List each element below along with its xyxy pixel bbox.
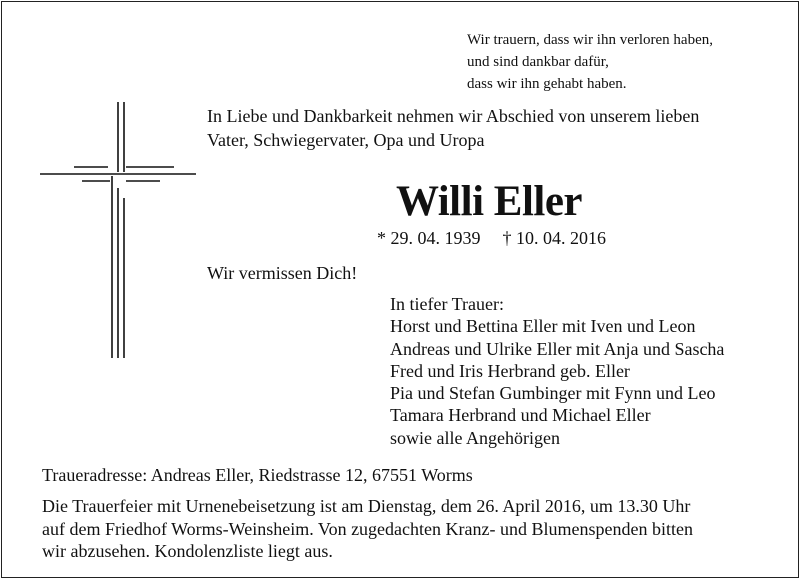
mourner-line: Andreas und Ulrike Eller mit Anja und Sascha xyxy=(390,338,725,359)
death-date: † 10. 04. 2016 xyxy=(502,228,606,248)
miss-text: Wir vermissen Dich! xyxy=(207,263,358,283)
cross-icon xyxy=(38,102,198,367)
ceremony-line: wir abzusehen. Kondolenzliste liegt aus. xyxy=(42,541,333,561)
mourner-line: Horst und Bettina Eller mit Iven und Leon xyxy=(390,316,696,337)
intro-line: Vater, Schwiegervater, Opa und Uropa xyxy=(207,130,485,150)
ceremony-info xyxy=(42,495,693,563)
notice-frame xyxy=(1,1,799,578)
mourner-line: sowie alle Angehörigen xyxy=(390,427,560,448)
ceremony-line: auf dem Friedhof Worms-Weinsheim. Von zugedachten Kranz- und Blumenspenden bitten xyxy=(42,518,693,539)
mourner-line: Fred und Iris Herbrand geb. Eller xyxy=(390,360,630,381)
intro-text xyxy=(207,104,699,152)
quote-line: dass wir ihn gehabt haben. xyxy=(467,76,627,92)
deceased-name: Willi Eller xyxy=(396,178,583,225)
birth-date: * 29. 04. 1939 xyxy=(377,228,481,248)
mourners-list xyxy=(390,293,724,449)
quote-line: Wir trauern, dass wir ihn verloren haben, xyxy=(467,32,713,48)
memorial-quote xyxy=(467,29,713,95)
quote-line: und sind dankbar dafür, xyxy=(467,54,609,70)
intro-line: In Liebe und Dankbarkeit nehmen wir Abschied von unserem lieben xyxy=(207,106,700,126)
ceremony-line: Die Trauerfeier mit Urnenebeisetzung ist am Dienstag, dem 26. April 2016, um 13.30 Uhr xyxy=(42,496,691,516)
life-dates xyxy=(377,226,606,250)
mourning-address: Traueradresse: Andreas Eller, Riedstrasse 12, 67551 Worms xyxy=(42,465,473,485)
mourner-line: Tamara Herbrand und Michael Eller xyxy=(390,405,651,426)
mourners-heading: In tiefer Trauer: xyxy=(390,294,504,314)
mourner-line: Pia und Stefan Gumbinger mit Fynn und Leo xyxy=(390,383,716,404)
